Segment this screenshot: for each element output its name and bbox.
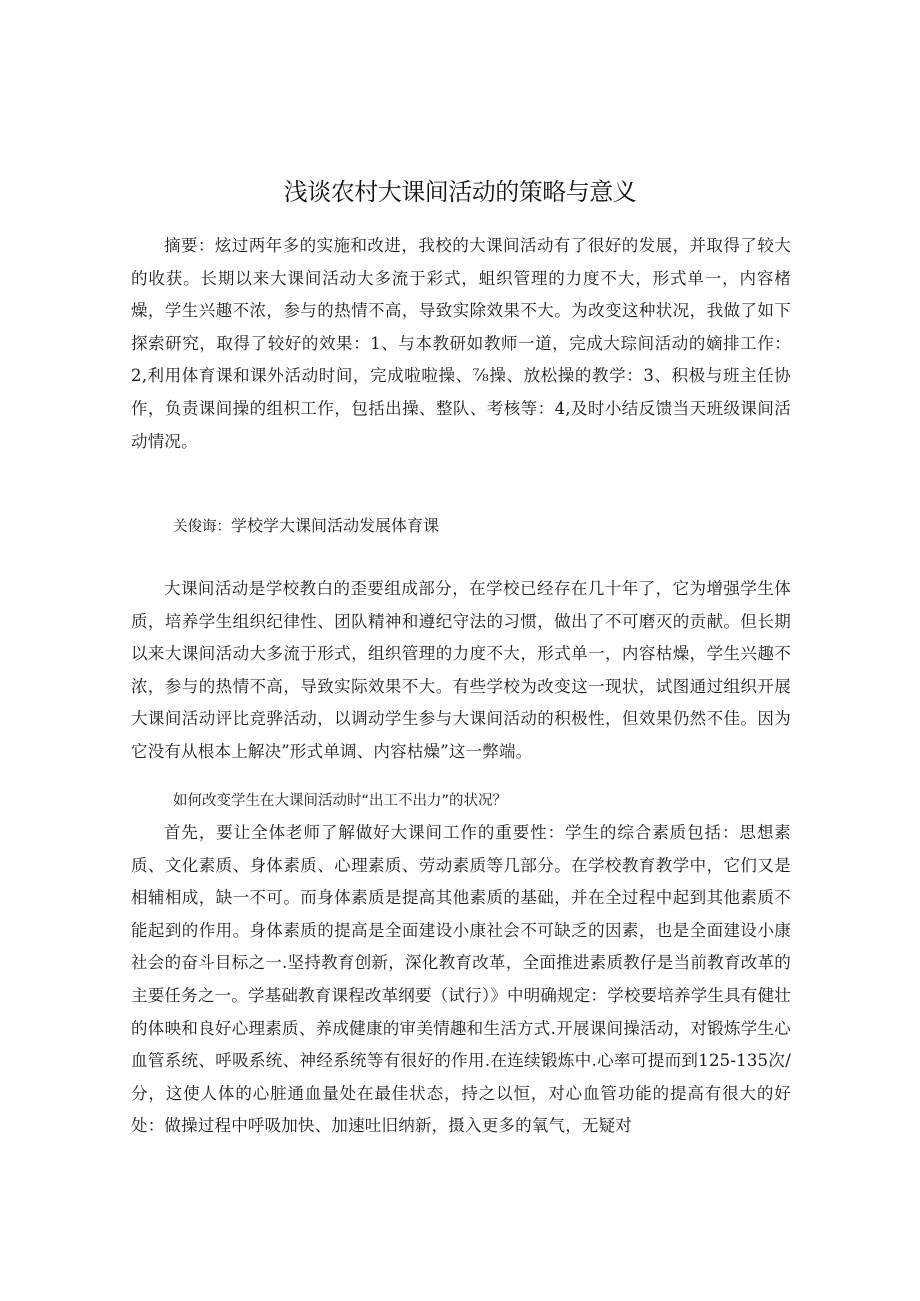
- keywords-line: [173, 512, 439, 541]
- body-paragraph-1: 大课间活动是学校教白的歪要组成部分，在学校已经存在几十年了，它为增强学生体质，培养学生组织纪律性、团队精神和遵纪守法的习惯，做出了不可磨灭的贡献。但长期以来大课间活动大多流于形式，组织管理的力度不大，形式单一，内容枯燥，学生兴趣不浓，参与的热情不高，导致实际效果不大。有些学校为改变这一现状，试图通过组织开展大课间活动评比竞骅活动，以调动学生参与大课间活动的积极性，但效果仍然不佳。因为它没有从根本上解决”形式单调、内容枯燥”这一弊端。: [131, 579, 791, 761]
- keywords-label: 关俊诲：: [173, 519, 231, 535]
- keywords-text: 学校学大课间活动发展体育课: [231, 516, 440, 535]
- body-paragraph-2: 首先，要让全体老师了解做好大课间工作的重要性：学生的综合素质包括：思想素质、文化素质、身体素质、心理素质、劳动素质等几部分。在学校教育教学中，它们又是相辅相成，缺一不可。而身体素质是提高其他素质的基础，并在全过程中起到其他素质不能起到的作用。身体素质的提高是全面建设小康社会不可缺乏的因素，也是全面建设小康社会的奋斗目标之一.坚持教育创新，深化教育改革，全面推进素质教仔是当前教育改革的主要任务之一。学基础教育课程改革纲要（试行）》中明确规定：学校要培养学生具有健壮的体映和良好心理素质、养成健康的审美情趣和生活方式.开展课间操活动，对锻炼学生心血管系统、呼吸系统、神经系统等有很好的作用.在连续锻炼中.心率可提而到125-135次/分，这使人体的心脏通血量处在最佳状态，持之以恒，对心血管功能的提高有很大的好处：做操过程中呼吸加快、加速吐旧纳新，摄入更多的氧气，无疑对: [131, 823, 791, 1136]
- document-title: 浅谈农村大课间活动的策略与意义: [283, 178, 637, 206]
- section-heading: 如何改变学生在大课间活动时“出工不出力”的状况？: [173, 793, 508, 809]
- abstract-paragraph: 摘要：炫过两年多的实施和改进，我校的大课间活动有了很好的发展，并取得了较大的收获。长期以来大课间活动大多流于彩式，蛆织管理的力度不大，形式单一，内容楮燥，学生兴趣不浓，参与的热情不高，导致实除效果不大。为改变这种状况，我做了如下探索研究，取得了较好的效果：1、与本教研如教师一道，完成大琮间活动的嫡排工作：2,利用体育课和课外活动时间，完成啦啦操、⅞操、放松操的教学：3、积极与班主任协作，负责课间操的组枳工作，包括出操、整队、考核等：4,及时小结反馈当天班级课间活动情况。: [131, 236, 791, 451]
